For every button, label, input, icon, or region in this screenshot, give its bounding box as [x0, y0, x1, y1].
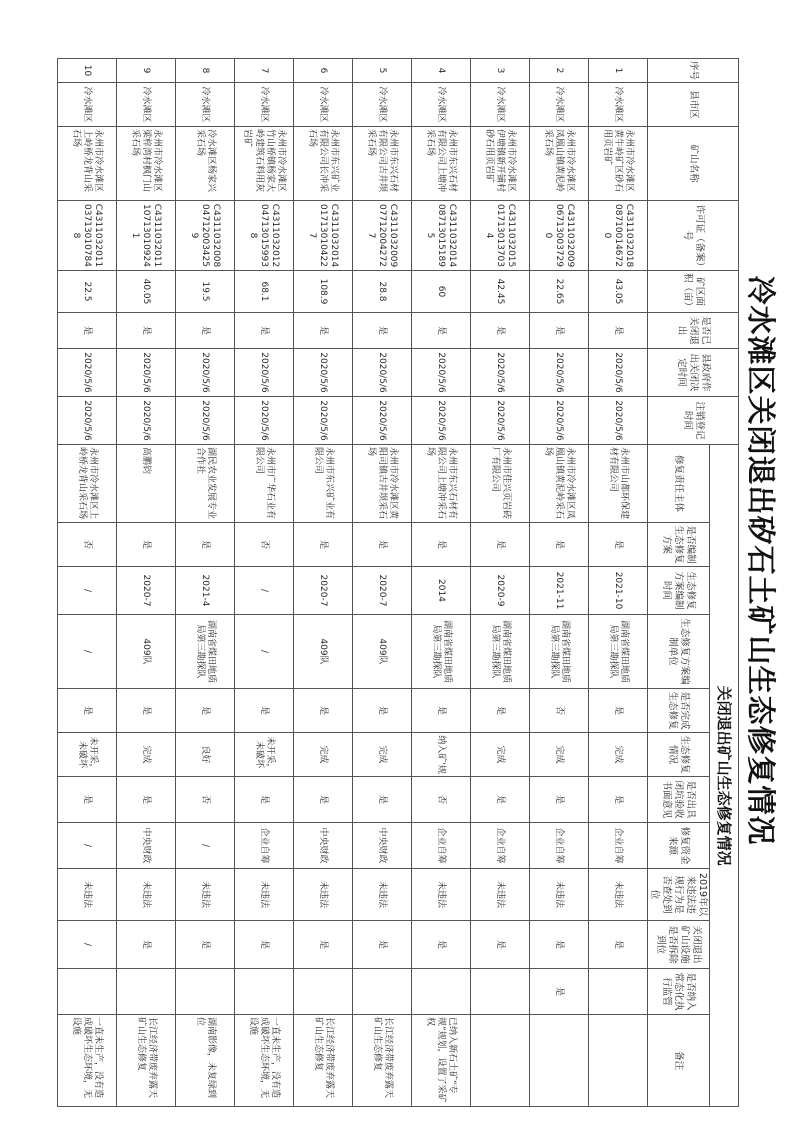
cell-restore-status: 完成	[470, 733, 529, 777]
cell-mine-name: 永州市东兴石材有限公司上塘冲采石场	[411, 127, 470, 201]
cell-is-closed: 是	[588, 313, 647, 349]
cell-in-supervision	[57, 969, 116, 1015]
cell-fund-source: 中央财政	[293, 823, 352, 869]
cell-restore-done: 是	[293, 689, 352, 733]
cell-plan-time: 2020-9	[470, 567, 529, 615]
cell-seq: 2	[529, 59, 588, 83]
cell-county: 冷水滩区	[470, 83, 529, 127]
cell-remarks: 长江经济带废弃露天矿山生态修复	[293, 1015, 352, 1107]
cell-plan-unit: 湖南省煤田地质局第三勘探队	[470, 615, 529, 689]
cell-cancel-time: 2020/5/6	[234, 397, 293, 445]
cell-county: 冷水滩区	[293, 83, 352, 127]
cell-area: 43.05	[588, 271, 647, 313]
cell-law-2019: 未违法	[116, 869, 175, 921]
cell-fund-source: 企业自筹	[588, 823, 647, 869]
cell-doc-time: 2020/5/6	[293, 349, 352, 397]
table-row	[116, 59, 175, 1107]
cell-accept-opinion: 是	[234, 777, 293, 823]
header-plan-time: 生态修复方案编制时间	[647, 567, 709, 615]
cell-facility-removed: 是	[352, 921, 411, 969]
cell-accept-opinion: 是	[470, 777, 529, 823]
cell-restore-done: 否	[529, 689, 588, 733]
cell-plan-unit: 湖南省煤田地质局第三勘探队	[588, 615, 647, 689]
cell-restore-status: 完成	[588, 733, 647, 777]
cell-restore-status: 完成	[529, 733, 588, 777]
header-plan-done: 是否编制生态修复方案	[647, 523, 709, 567]
table-body	[57, 59, 647, 1107]
cell-is-closed: 是	[116, 313, 175, 349]
cell-area: 22.65	[529, 271, 588, 313]
cell-restore-done: 是	[411, 689, 470, 733]
cell-fund-source: 中央财政	[116, 823, 175, 869]
cell-mine-name: 冷水滩区杨家兴采石场	[175, 127, 234, 201]
cell-is-closed: 是	[529, 313, 588, 349]
cell-area: 108.9	[293, 271, 352, 313]
cell-restore-done: 是	[352, 689, 411, 733]
header-is-closed: 是否已关闭退出	[647, 313, 738, 349]
cell-plan-unit: /	[234, 615, 293, 689]
cell-remarks: 湖南影像，未复绿到位	[175, 1015, 234, 1107]
cell-accept-opinion: 否	[411, 777, 470, 823]
cell-in-supervision	[352, 969, 411, 1015]
cell-facility-removed: 是	[470, 921, 529, 969]
cell-accept-opinion: 是	[57, 777, 116, 823]
header-plan-unit: 生态修复方案编制单位	[647, 615, 709, 689]
cell-in-supervision	[116, 969, 175, 1015]
cell-restore-subject: 永州市冷水滩区黄阳司镇古井坝采石场	[352, 445, 411, 523]
cell-plan-done: 是	[411, 523, 470, 567]
header-restore-done: 是否完成生态修复	[647, 689, 709, 733]
cell-area: 68.1	[234, 271, 293, 313]
cell-restore-subject: 永州市佳兴页岩砖厂有限公司	[470, 445, 529, 523]
table-row	[470, 59, 529, 1107]
cell-plan-done: 是	[293, 523, 352, 567]
table-row	[57, 59, 116, 1107]
cell-plan-unit: 湖南省煤田地质局第三勘探队	[411, 615, 470, 689]
cell-plan-unit: 409队	[116, 615, 175, 689]
cell-county: 冷水滩区	[529, 83, 588, 127]
cell-restore-done: 是	[57, 689, 116, 733]
cell-plan-done: 否	[57, 523, 116, 567]
cell-facility-removed: 是	[588, 921, 647, 969]
cell-facility-removed: 是	[529, 921, 588, 969]
cell-plan-unit: 湖南省煤田地质局第三勘探队	[529, 615, 588, 689]
cell-restore-subject: 湖民农业发展专业合作社	[175, 445, 234, 523]
cell-mine-name: 永州市冷水滩区竹山桥镇杨家大岭建筑石料用灰岩矿	[234, 127, 293, 201]
cell-cancel-time: 2020/5/6	[588, 397, 647, 445]
cell-law-2019: 未违法	[529, 869, 588, 921]
table-row	[411, 59, 470, 1107]
cell-is-closed: 是	[352, 313, 411, 349]
cell-seq: 4	[411, 59, 470, 83]
cell-fund-source: /	[57, 823, 116, 869]
cell-in-supervision	[411, 969, 470, 1015]
cell-plan-done: 是	[352, 523, 411, 567]
cell-doc-time: 2020/5/6	[470, 349, 529, 397]
cell-accept-opinion: 是	[588, 777, 647, 823]
cell-mine-name: 永州市冷水滩区梁梓湾村枫门山采石场	[116, 127, 175, 201]
header-restore-subject: 修复责任主体	[647, 445, 709, 523]
cell-in-supervision	[234, 969, 293, 1015]
header-restore-status: 生态修复情况	[647, 733, 709, 777]
cell-plan-time: /	[57, 567, 116, 615]
cell-accept-opinion: 否	[175, 777, 234, 823]
cell-plan-time: 2020-7	[293, 567, 352, 615]
cell-license-no: C4311032009067130037290	[529, 201, 588, 271]
header-group-title: 关闭退出矿山生态修复情况	[710, 445, 739, 1107]
cell-law-2019: 未违法	[411, 869, 470, 921]
cell-fund-source: 企业自筹	[234, 823, 293, 869]
cell-restore-done: 是	[234, 689, 293, 733]
cell-restore-subject: 永州市东兴石材有限公司上塘冲采石场	[411, 445, 470, 523]
cell-restore-status: 纳入矿'规	[411, 733, 470, 777]
cell-mine-name: 永州市冷水滩区凤凰山镇黄泥岭采石场	[529, 127, 588, 201]
cell-seq: 5	[352, 59, 411, 83]
cell-law-2019: 未违法	[175, 869, 234, 921]
cell-cancel-time: 2020/5/6	[116, 397, 175, 445]
cell-mine-name: 永州市冷水滩区伊塘镇新开铺村砂石用页岩矿	[470, 127, 529, 201]
cell-county: 冷水滩区	[411, 83, 470, 127]
cell-plan-time: 2020-7	[116, 567, 175, 615]
cell-county: 冷水滩区	[57, 83, 116, 127]
cell-restore-subject: 永州市冷水滩区凤凰山镇黄泥岭采石场	[529, 445, 588, 523]
cell-is-closed: 是	[57, 313, 116, 349]
header-license-no: 许可证（备案）号	[647, 201, 738, 271]
cell-fund-source: /	[175, 823, 234, 869]
cell-area: 22.5	[57, 271, 116, 313]
cell-facility-removed: /	[57, 921, 116, 969]
header-area: 矿区面积（亩）	[647, 271, 738, 313]
cell-plan-time: 2021-4	[175, 567, 234, 615]
cell-fund-source: 企业自筹	[470, 823, 529, 869]
cell-county: 冷水滩区	[352, 83, 411, 127]
cell-plan-unit: 湖南省煤田地质局第三勘探队	[175, 615, 234, 689]
cell-restore-status: 未开采，未破坏	[234, 733, 293, 777]
cell-plan-unit: 409队	[352, 615, 411, 689]
cell-license-no: C4311032008047120034259	[175, 201, 234, 271]
cell-remarks: 一直未生产，没有造成破坏生态环境，无设施	[234, 1015, 293, 1107]
cell-fund-source: 企业自筹	[529, 823, 588, 869]
cell-restore-status: 良好	[175, 733, 234, 777]
cell-restore-status: 完成	[352, 733, 411, 777]
cell-area: 42.45	[470, 271, 529, 313]
cell-is-closed: 是	[470, 313, 529, 349]
cell-remarks: 一直未生产，没有造成破坏生态环境，无设施	[57, 1015, 116, 1107]
cell-license-no: C4311032014087130151895	[411, 201, 470, 271]
cell-law-2019: 未违法	[470, 869, 529, 921]
cell-accept-opinion: 是	[529, 777, 588, 823]
cell-license-no: C4311032009077120042727	[352, 201, 411, 271]
cell-doc-time: 2020/5/6	[57, 349, 116, 397]
cell-is-closed: 是	[175, 313, 234, 349]
cell-plan-time: 2021-11	[529, 567, 588, 615]
cell-plan-done: 是	[116, 523, 175, 567]
header-accept-opinion: 是否出具闭坑验收书面意见	[647, 777, 709, 823]
cell-county: 冷水滩区	[116, 83, 175, 127]
header-cancel-time: 注销登记时间	[647, 397, 738, 445]
cell-fund-source: 中央财政	[352, 823, 411, 869]
cell-in-supervision	[293, 969, 352, 1015]
cell-plan-done: 是	[175, 523, 234, 567]
cell-mine-name: 永州市东兴石材有限公司古井坝采石场	[352, 127, 411, 201]
table-row	[293, 59, 352, 1107]
cell-seq: 7	[234, 59, 293, 83]
cell-license-no: C4311032011107130109241	[116, 201, 175, 271]
cell-plan-time: 2021-10	[588, 567, 647, 615]
cell-restore-subject: 永州市东兴矿业有限公司	[293, 445, 352, 523]
cell-license-no: C4311032015017130137034	[470, 201, 529, 271]
cell-restore-subject: 高鹏钧	[116, 445, 175, 523]
cell-remarks: 已纳入新石土矿“专规”规划，设置了采矿权	[411, 1015, 470, 1107]
header-county: 县市区	[647, 83, 738, 127]
cell-cancel-time: 2020/5/6	[57, 397, 116, 445]
cell-law-2019: 未违法	[352, 869, 411, 921]
cell-remarks	[588, 1015, 647, 1107]
cell-county: 冷水滩区	[234, 83, 293, 127]
cell-license-no: C4311032018087100146720	[588, 201, 647, 271]
cell-license-no: C4311032011037130107848	[57, 201, 116, 271]
cell-in-supervision: 是	[529, 969, 588, 1015]
cell-remarks	[529, 1015, 588, 1107]
cell-restore-done: 是	[588, 689, 647, 733]
cell-remarks: 长江经济带废弃露天矿山生态修复	[352, 1015, 411, 1107]
cell-seq: 3	[470, 59, 529, 83]
document-title: 冷水滩区关闭退出矽石土矿山生态修复情况	[744, 275, 778, 846]
cell-cancel-time: 2020/5/6	[470, 397, 529, 445]
cell-remarks: 长江经济带废弃露天矿山生态修复	[116, 1015, 175, 1107]
header-fund-source: 修复资金来源	[647, 823, 709, 869]
cell-plan-time: 2014	[411, 567, 470, 615]
table-row	[175, 59, 234, 1107]
cell-facility-removed: 是	[234, 921, 293, 969]
cell-doc-time: 2020/5/6	[588, 349, 647, 397]
cell-restore-status: 未开采，未破坏	[57, 733, 116, 777]
cell-cancel-time: 2020/5/6	[411, 397, 470, 445]
cell-area: 28.8	[352, 271, 411, 313]
cell-facility-removed: 是	[293, 921, 352, 969]
cell-doc-time: 2020/5/6	[352, 349, 411, 397]
cell-plan-unit: 409队	[293, 615, 352, 689]
cell-cancel-time: 2020/5/6	[529, 397, 588, 445]
cell-cancel-time: 2020/5/6	[352, 397, 411, 445]
cell-facility-removed: 是	[411, 921, 470, 969]
cell-restore-done: 是	[470, 689, 529, 733]
cell-law-2019: 未违法	[57, 869, 116, 921]
cell-area: 40.05	[116, 271, 175, 313]
cell-seq: 8	[175, 59, 234, 83]
cell-restore-status: 完成	[116, 733, 175, 777]
cell-accept-opinion: 是	[293, 777, 352, 823]
header-seq: 序号	[647, 59, 738, 83]
table-row	[529, 59, 588, 1107]
table-row	[352, 59, 411, 1107]
cell-area: 19.5	[175, 271, 234, 313]
cell-in-supervision	[588, 969, 647, 1015]
cell-is-closed: 是	[411, 313, 470, 349]
header-mine-name: 矿山名称	[647, 127, 738, 201]
cell-cancel-time: 2020/5/6	[293, 397, 352, 445]
cell-plan-done: 是	[470, 523, 529, 567]
cell-seq: 9	[116, 59, 175, 83]
cell-seq: 6	[293, 59, 352, 83]
cell-mine-name: 永州市冷水滩区黄牛岭矿区砂石用页岩矿	[588, 127, 647, 201]
cell-doc-time: 2020/5/6	[529, 349, 588, 397]
header-law-2019: 2019年以来违法违规行为是否查处到位	[647, 869, 709, 921]
cell-plan-unit: /	[57, 615, 116, 689]
cell-is-closed: 是	[234, 313, 293, 349]
cell-is-closed: 是	[293, 313, 352, 349]
cell-plan-done: 是	[588, 523, 647, 567]
cell-restore-status: 完成	[293, 733, 352, 777]
cell-accept-opinion: 是	[352, 777, 411, 823]
cell-law-2019: 未违法	[234, 869, 293, 921]
cell-cancel-time: 2020/5/6	[175, 397, 234, 445]
cell-facility-removed: 是	[116, 921, 175, 969]
cell-facility-removed: 是	[175, 921, 234, 969]
header-facility-removed: 关闭退出矿山设施是否拆除到位	[647, 921, 709, 969]
cell-doc-time: 2020/5/6	[411, 349, 470, 397]
cell-restore-subject: 永州市山都环保建材有限公司	[588, 445, 647, 523]
cell-license-no: C4311032014017130104227	[293, 201, 352, 271]
mine-restoration-table	[57, 58, 739, 1107]
cell-seq: 1	[588, 59, 647, 83]
cell-county: 冷水滩区	[175, 83, 234, 127]
cell-restore-subject: 永州市广华石业有限公司	[234, 445, 293, 523]
cell-law-2019: 未违法	[293, 869, 352, 921]
cell-plan-time: 2020-7	[352, 567, 411, 615]
cell-restore-done: 是	[175, 689, 234, 733]
cell-mine-name: 永州市冷水滩区上岭桥龙背山采石场	[57, 127, 116, 201]
header-doc-time: 县政府作出关闭决定时间	[647, 349, 738, 397]
cell-accept-opinion: 是	[116, 777, 175, 823]
cell-fund-source: 企业自筹	[411, 823, 470, 869]
cell-in-supervision	[470, 969, 529, 1015]
cell-mine-name: 永州市东兴矿业有限公司长冲采石场	[293, 127, 352, 201]
table-row	[588, 59, 647, 1107]
header-remarks: 备注	[647, 1015, 709, 1107]
cell-plan-time: /	[234, 567, 293, 615]
cell-county: 冷水滩区	[588, 83, 647, 127]
cell-license-no: C4311032012047130159938	[234, 201, 293, 271]
cell-seq: 10	[57, 59, 116, 83]
cell-doc-time: 2020/5/6	[234, 349, 293, 397]
cell-doc-time: 2020/5/6	[116, 349, 175, 397]
cell-plan-done: 是	[529, 523, 588, 567]
cell-doc-time: 2020/5/6	[175, 349, 234, 397]
table-row	[234, 59, 293, 1107]
cell-remarks	[470, 1015, 529, 1107]
cell-law-2019: 未违法	[588, 869, 647, 921]
header-in-supervision: 是否纳入常态化执行监管	[647, 969, 709, 1015]
cell-in-supervision	[175, 969, 234, 1015]
cell-area: 60	[411, 271, 470, 313]
cell-restore-subject: 永州市冷水滩区上岭桥龙背山采石场	[57, 445, 116, 523]
cell-restore-done: 是	[116, 689, 175, 733]
cell-plan-done: 否	[234, 523, 293, 567]
